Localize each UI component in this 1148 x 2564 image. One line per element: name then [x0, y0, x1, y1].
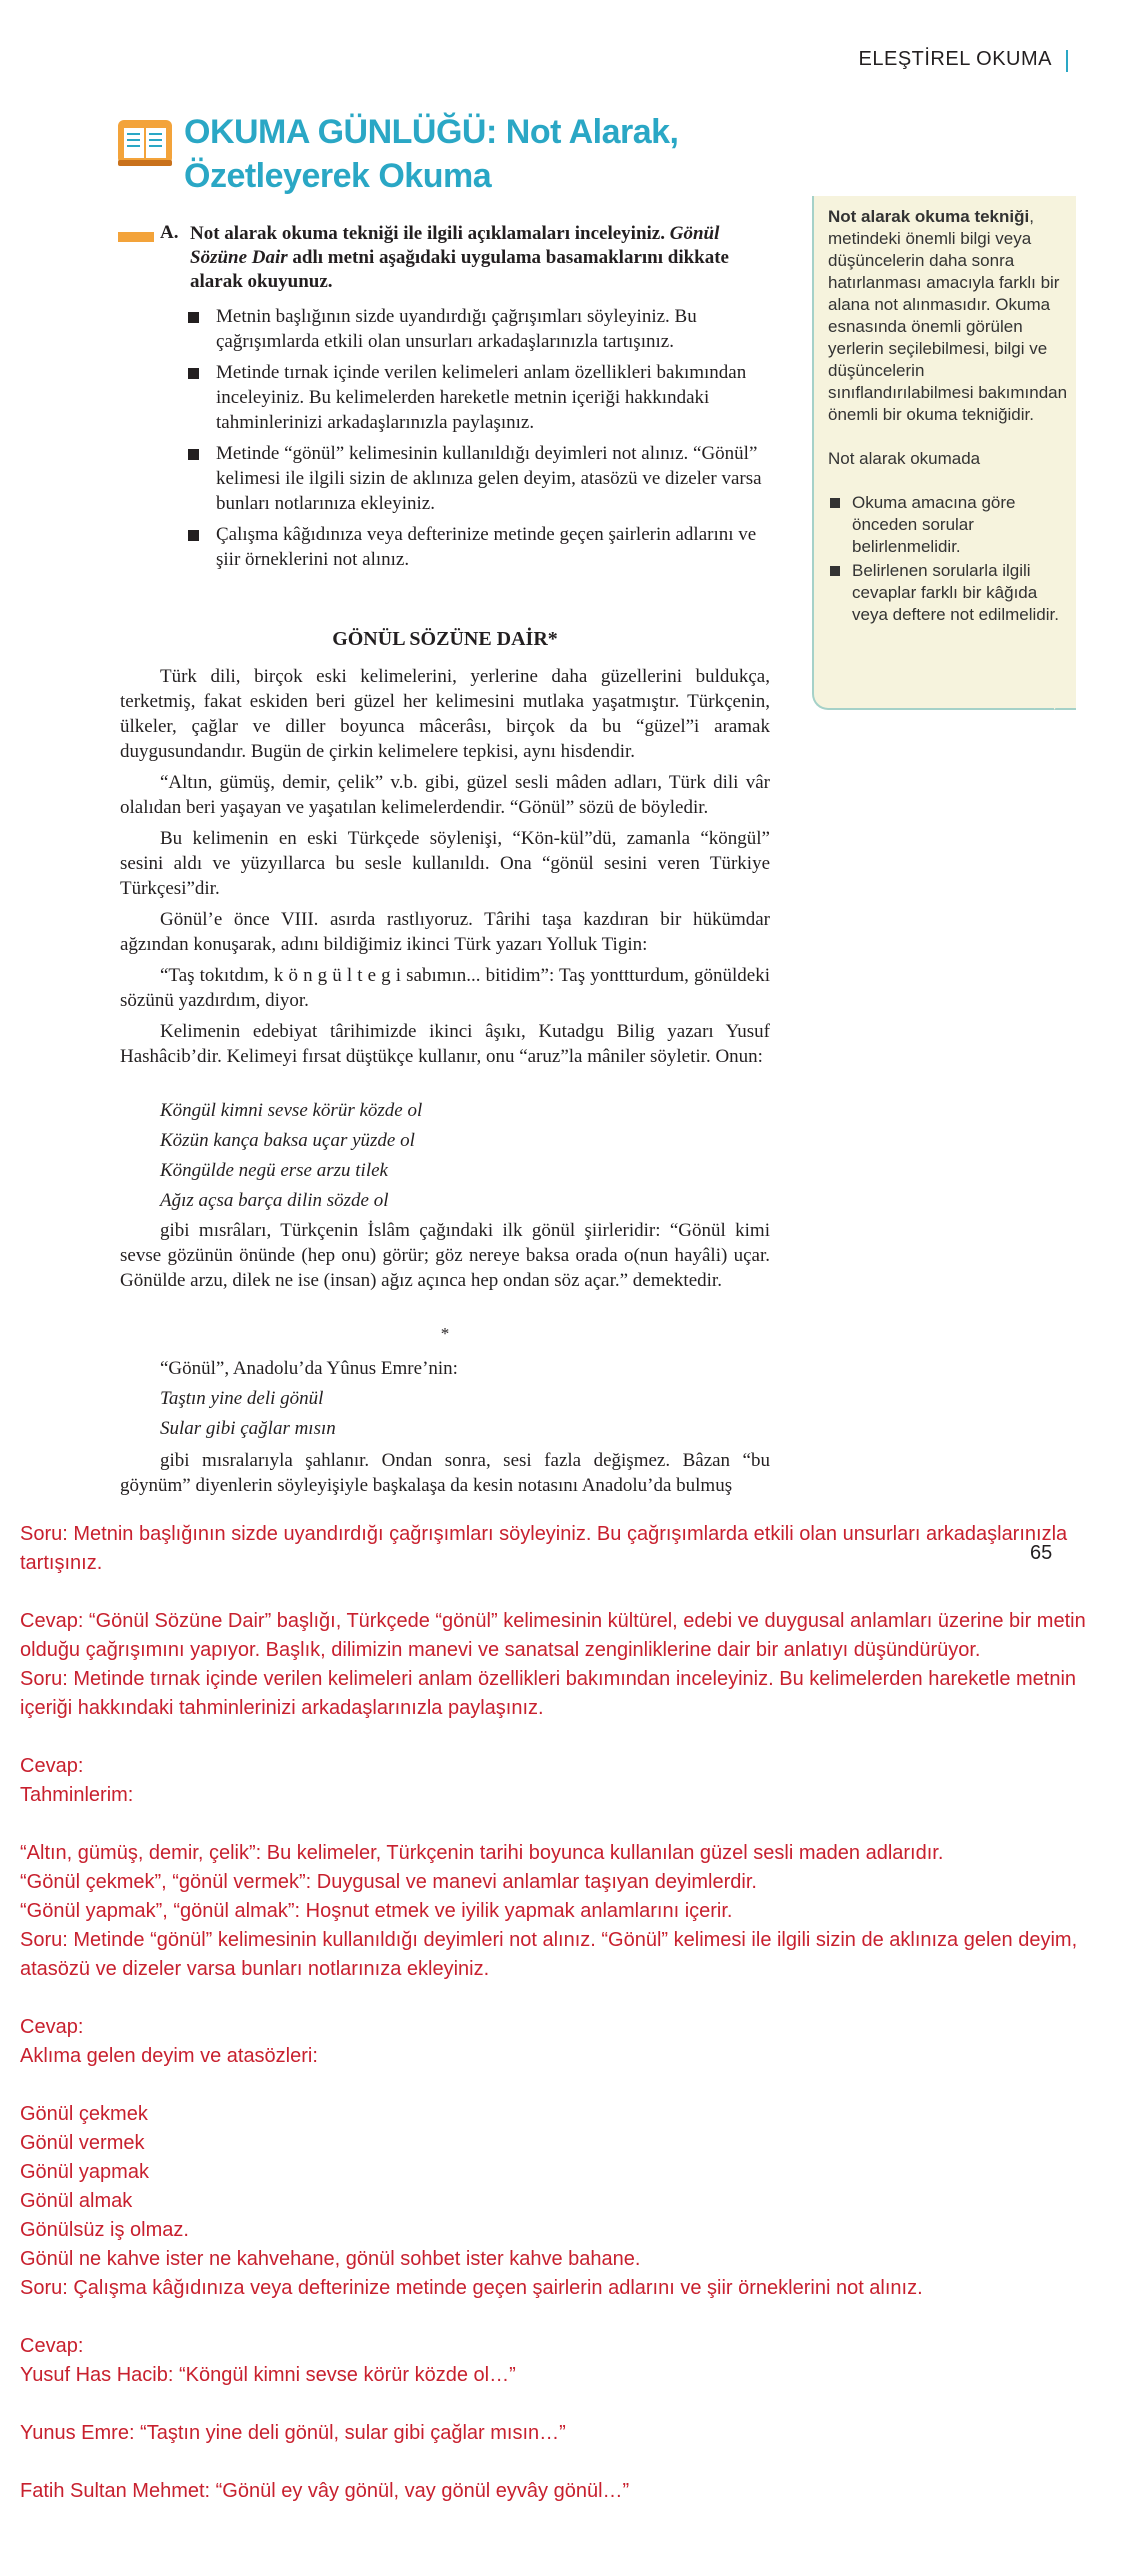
blank-line [20, 2448, 1120, 2477]
answer-line: Yusuf Has Hacib: “Köngül kimni sevse körür közde ol…” [20, 2364, 516, 2386]
instruction-line-1: Not alarak okuma tekniği ile ilgili açıklamaları inceleyiniz. [190, 223, 665, 244]
answer-line: “Gönül yapmak”, “gönül almak”: Hoşnut etmek ve iyilik yapmak anlamlarını içerir. [20, 1900, 733, 1922]
verse-block-2 [160, 1386, 720, 1446]
sidebar-list-item: Belirlenen sorularla ilgili cevaplar farklı bir kâğıda veya deftere not edilmelidir. [828, 560, 1068, 626]
answer-line: Gönülsüz iş olmaz. [20, 2219, 189, 2241]
answer-line: “Altın, gümüş, demir, çelik”: Bu kelimeler, Türkçenin tarihi boyunca kullanılan güzel sesli maden adlarıdır. [20, 1842, 944, 1864]
blank-line [20, 1984, 1120, 2013]
verse-line: Közün kança baksa uçar yüzde ol [160, 1130, 415, 1151]
answer-line: “Gönül çekmek”, “gönül vermek”: Duygusal ve manevi anlamlar taşıyan deyimlerdir. [20, 1871, 757, 1893]
answer-line: Cevap: “Gönül Sözüne Dair” başlığı, Türkçede “gönül” kelimesinin kültürel, edebi ve duygusal anlamları üzerine bir metin olduğu çağrışımını yapıyor. Başlık, dilimizin manevi ve sanatsal zenginliklerine dair bir anlatıyı düşündürüyor. [20, 1610, 1092, 1661]
answer-line: Tahminlerim: [20, 1784, 134, 1806]
instruction-steps-list [188, 304, 768, 578]
section-marker [118, 232, 154, 242]
answer-line: Soru: Metinde tırnak içinde verilen kelimeleri anlam özellikleri bakımından inceleyiniz. Bu kelimelerden hareketle metnin içeriği hakkındaki tahminlerinizi arkadaşlarınızla paylaşınız. [20, 1668, 1082, 1719]
answer-line: Aklıma gelen deyim ve atasözleri: [20, 2045, 318, 2067]
answer-line: Cevap: [20, 2016, 84, 2038]
sidebar-subheading: Not alarak okumada [828, 449, 981, 468]
answer-line: Gönül yapmak [20, 2161, 149, 2183]
verse-line: Köngülde negü erse arzu tilek [160, 1160, 388, 1181]
answer-line: Yunus Emre: “Taştın yine deli gönül, sular gibi çağlar mısın…” [20, 2422, 566, 2444]
paragraph: “Altın, gümüş, demir, çelik” v.b. gibi, güzel sesli mâden adları, Türk dili vâr olalıdan beri yaşayan ve yaşatılan kelimelerdendir. “Gönül” sözü de böyledir. [120, 772, 770, 818]
sidebar-definition [828, 206, 1068, 426]
answer-line: Soru: Metnin başlığının sizde uyandırdığı çağrışımları söyleyiniz. Bu çağrışımlarda etkili olan unsurları arkadaşlarınızla tartışınız. [20, 1523, 1073, 1574]
paragraph: Gönül’e önce VIII. asırda rastlıyoruz. Târihi taşa kazdıran bir hükümdar ağzından konuşarak, adını bildiğimiz ikinci Türk yazarı Yolluk Tigin: [120, 909, 770, 955]
answer-line: Gönül çekmek [20, 2103, 148, 2125]
answer-line: Soru: Çalışma kâğıdınıza veya defterinize metinde geçen şairlerin adlarını ve şiir örneklerini not alınız. [20, 2277, 923, 2299]
section-instruction [190, 222, 760, 294]
blank-line [20, 1723, 1120, 1752]
answer-line: Gönül almak [20, 2190, 133, 2212]
blank-line [20, 1578, 1120, 1607]
paragraph: Kelimenin edebiyat târihimizde ikinci âşıkı, Kutadgu Bilig yazarı Yusuf Hashâcib’dir. Kelimeyi fırsat düştükçe kullanır, onu “aruz”la mâniler söyletir. Onun: [120, 1021, 770, 1067]
instruction-text-title: Gönül Sözüne Dair [190, 223, 720, 268]
paragraph: gibi mısrâları, Türkçenin İslâm çağındaki ilk gönül şiirleridir: “Gönül kimi sevse gözünün önünde (hep onu) görür; göz nereye baksa orada o(nun hayâli) uçar. Gönülde arzu, dilek ne ise (insan) ağız açınca hep ondan söz açar.” demektedir. [120, 1220, 770, 1291]
paragraph: “Taş tokıtdım, k ö n g ü l t e g i sabımın... bitidim”: Taş yonttturdum, gönüldeki sözünü yazdırdım, diyor. [120, 965, 770, 1011]
paragraph: gibi mısralarıyla şahlanır. Ondan sonra, sesi fazla değişmez. Bâzan “bu göynüm” diyenlerin söyleyişiyle başkalaşa da kesin notasını Anadolu’da bulmuş [120, 1450, 770, 1496]
sidebar-list-item: Okuma amacına göre önceden sorular belirlenmelidir. [828, 492, 1068, 558]
instruction-step: Metinde “gönül” kelimesinin kullanıldığı deyimleri not alınız. “Gönül” kelimesi ile ilgili sizin de aklınıza gelen deyim, atasözü ve dizeler varsa bunları notlarınıza ekleyiniz. [188, 441, 768, 516]
text-title: GÖNÜL SÖZÜNE DAİR* [332, 628, 558, 650]
sidebar-fold [1054, 684, 1074, 710]
text-body-4 [120, 1448, 770, 1498]
answer-line: Cevap: [20, 2335, 84, 2357]
section-header-label: ELEŞTİREL OKUMA [858, 48, 1052, 70]
paragraph: Türk dili, birçok eski kelimelerini, yerlerine daha güzellerini buldukça, terketmiş, fakat eskiden beri güzel her kelimesini mutlaka yaşatmıştır. Türkçenin, ülkeler, çağlar ve diller boyunca mâcerâsı, birçok da bu “güzel”i aramak duygusundandır. Bugün de çirkin kelimelere tepkisi, aynı hisdendir. [120, 666, 770, 762]
text-body-1 [120, 664, 770, 1069]
text-body-3 [120, 1356, 770, 1381]
answer-line: Soru: Metinde “gönül” kelimesinin kullanıldığı deyimleri not alınız. “Gönül” kelimesi ile ilgili sizin de aklınıza gelen deyim, atasözü ve dizeler varsa bunları notlarınıza ekleyiniz. [20, 1929, 1083, 1980]
instruction-step: Metnin başlığının sizde uyandırdığı çağrışımları söyleyiniz. Bu çağrışımlarda etkili olan unsurları arkadaşlarınızla tartışınız. [188, 304, 768, 354]
instruction-line-2: adlı metni aşağıdaki uygulama basamaklarını dikkate alarak okuyunuz. [190, 247, 729, 292]
verse-line: Köngül kimni sevse körür közde ol [160, 1100, 423, 1121]
answer-lines [20, 1520, 1120, 2506]
blank-line [20, 2390, 1120, 2419]
section-letter: A. [160, 222, 179, 243]
instruction-step: Metinde tırnak içinde verilen kelimeleri anlam özellikleri bakımından inceleyiniz. Bu kelimelerden hareketle metnin içeriği hakkındaki tahminlerinizi arkadaşlarınızla paylaşınız. [188, 360, 768, 435]
answer-notes [20, 1520, 1120, 2506]
answer-line: Gönül vermek [20, 2132, 145, 2154]
verse-block-1 [160, 1098, 720, 1218]
paragraph: Bu kelimenin en eski Türkçede söylenişi, “Kön-kül”dü, zamanla “köngül” sesini aldı ve yüzyıllarca bu sesle kullanıldı. Ona “gönül sesini veren Türkiye Türkçesi”dir. [120, 828, 770, 899]
answer-line: Cevap: [20, 1755, 84, 1777]
blank-line [20, 1810, 1120, 1839]
header-divider [1066, 50, 1068, 72]
answer-line: Gönül ne kahve ister ne kahvehane, gönül sohbet ister kahve bahane. [20, 2248, 641, 2270]
blank-line [20, 2071, 1120, 2100]
instruction-step: Çalışma kâğıdınıza veya defterinize metinde geçen şairlerin adlarını ve şiir örneklerini not alınız. [188, 522, 768, 572]
paragraph: “Gönül”, Anadolu’da Yûnus Emre’nin: [160, 1358, 458, 1379]
answer-line: Fatih Sultan Mehmet: “Gönül ey vây gönül, vay gönül eyvây gönül…” [20, 2480, 630, 2502]
sidebar-term: Not alarak okuma tekniği [828, 207, 1030, 226]
sidebar-list [828, 492, 1068, 626]
text-body-2 [120, 1218, 770, 1293]
verse-line: Sular gibi çağlar mısın [160, 1418, 336, 1439]
page-title: OKUMA GÜNLÜĞÜ: Not Alarak, Özetleyerek Okuma [184, 113, 679, 195]
info-sidebar [812, 196, 1076, 710]
book-icon [118, 116, 172, 168]
verse-line: Ağız açsa barça dilin sözde ol [160, 1190, 389, 1211]
page-number: 65 [1030, 1542, 1053, 1564]
section-separator: * [440, 1324, 450, 1343]
verse-line: Taştın yine deli gönül [160, 1388, 324, 1409]
blank-line [20, 2303, 1120, 2332]
sidebar-definition-text: , metindeki önemli bilgi veya düşüncelerin daha sonra hatırlanması amacıyla farklı bir alana not alınmasıdır. Okuma esnasında önemli görülen yerlerin seçilebilmesi, bilgi ve düşüncelerin sınıflandırılabilmesi bakımından önemli bir okuma tekniğidir. [828, 207, 1068, 424]
